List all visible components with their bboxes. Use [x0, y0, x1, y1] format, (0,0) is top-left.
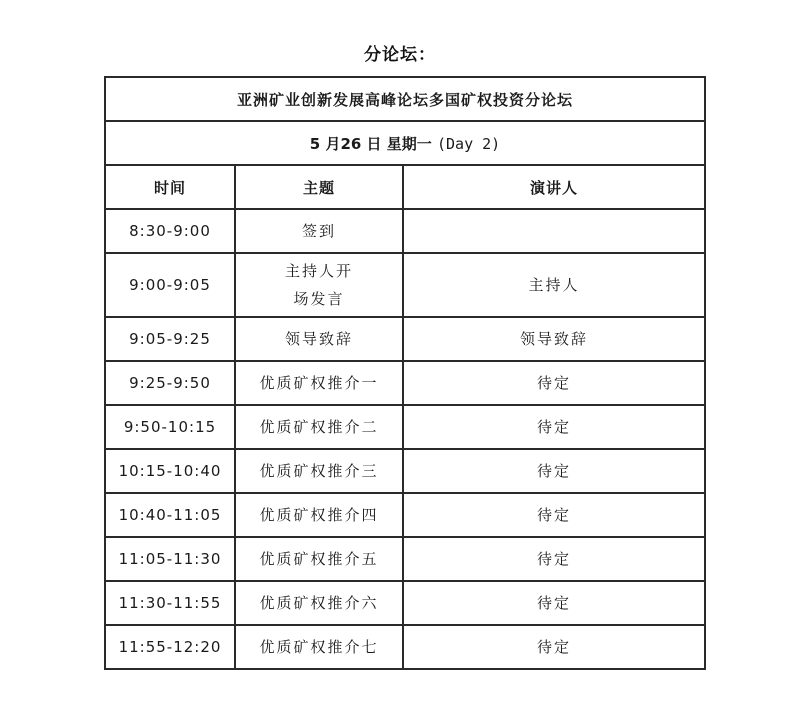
- topic-line: 场发言: [293, 290, 345, 308]
- agenda-table: [104, 76, 706, 670]
- topic-cell: 签到: [235, 209, 403, 253]
- table-row: [105, 537, 705, 581]
- speaker-cell: 主持人: [403, 253, 705, 317]
- speaker-cell: 待定: [403, 493, 705, 537]
- topic-cell: [235, 253, 403, 317]
- topic-cell: 优质矿权推介三: [235, 449, 403, 493]
- speaker-cell: [403, 209, 705, 253]
- topic-cell: 领导致辞: [235, 317, 403, 361]
- speaker-cell: 待定: [403, 537, 705, 581]
- time-cell: 9:05-9:25: [105, 317, 235, 361]
- table-row: [105, 253, 705, 317]
- speaker-cell: 领导致辞: [403, 317, 705, 361]
- table-row: [105, 581, 705, 625]
- time-cell: 8:30-9:00: [105, 209, 235, 253]
- topic-cell: 优质矿权推介一: [235, 361, 403, 405]
- topic-cell: 优质矿权推介五: [235, 537, 403, 581]
- speaker-cell: 待定: [403, 625, 705, 669]
- time-cell: 10:15-10:40: [105, 449, 235, 493]
- topic-line: 主持人开: [284, 262, 353, 280]
- session-date-text: 5 月26 日 星期一: [309, 134, 432, 153]
- table-row: [105, 317, 705, 361]
- table-row: [105, 493, 705, 537]
- forum-title-row: [105, 77, 705, 121]
- time-cell: 9:00-9:05: [105, 253, 235, 317]
- time-cell: 11:55-12:20: [105, 625, 235, 669]
- date-row: [105, 121, 705, 165]
- topic-cell: 优质矿权推介二: [235, 405, 403, 449]
- section-heading: 分论坛：: [364, 45, 436, 65]
- forum-title: 亚洲矿业创新发展高峰论坛多国矿权投资分论坛: [105, 77, 705, 121]
- speaker-cell: 待定: [403, 361, 705, 405]
- column-header-time: 时间: [105, 165, 235, 209]
- table-row: [105, 449, 705, 493]
- table-row: [105, 361, 705, 405]
- speaker-cell: 待定: [403, 581, 705, 625]
- topic-cell: 优质矿权推介六: [235, 581, 403, 625]
- session-day-label: (Day 2): [437, 134, 501, 153]
- speaker-cell: 待定: [403, 449, 705, 493]
- topic-cell: 优质矿权推介四: [235, 493, 403, 537]
- time-cell: 10:40-11:05: [105, 493, 235, 537]
- table-row: [105, 625, 705, 669]
- time-cell: 9:25-9:50: [105, 361, 235, 405]
- column-header-speaker: 演讲人: [403, 165, 705, 209]
- column-header-row: [105, 165, 705, 209]
- time-cell: 11:30-11:55: [105, 581, 235, 625]
- session-date: [105, 121, 705, 165]
- speaker-cell: 待定: [403, 405, 705, 449]
- time-cell: 11:05-11:30: [105, 537, 235, 581]
- time-cell: 9:50-10:15: [105, 405, 235, 449]
- table-row: [105, 209, 705, 253]
- topic-cell: 优质矿权推介七: [235, 625, 403, 669]
- column-header-topic: 主题: [235, 165, 403, 209]
- table-row: [105, 405, 705, 449]
